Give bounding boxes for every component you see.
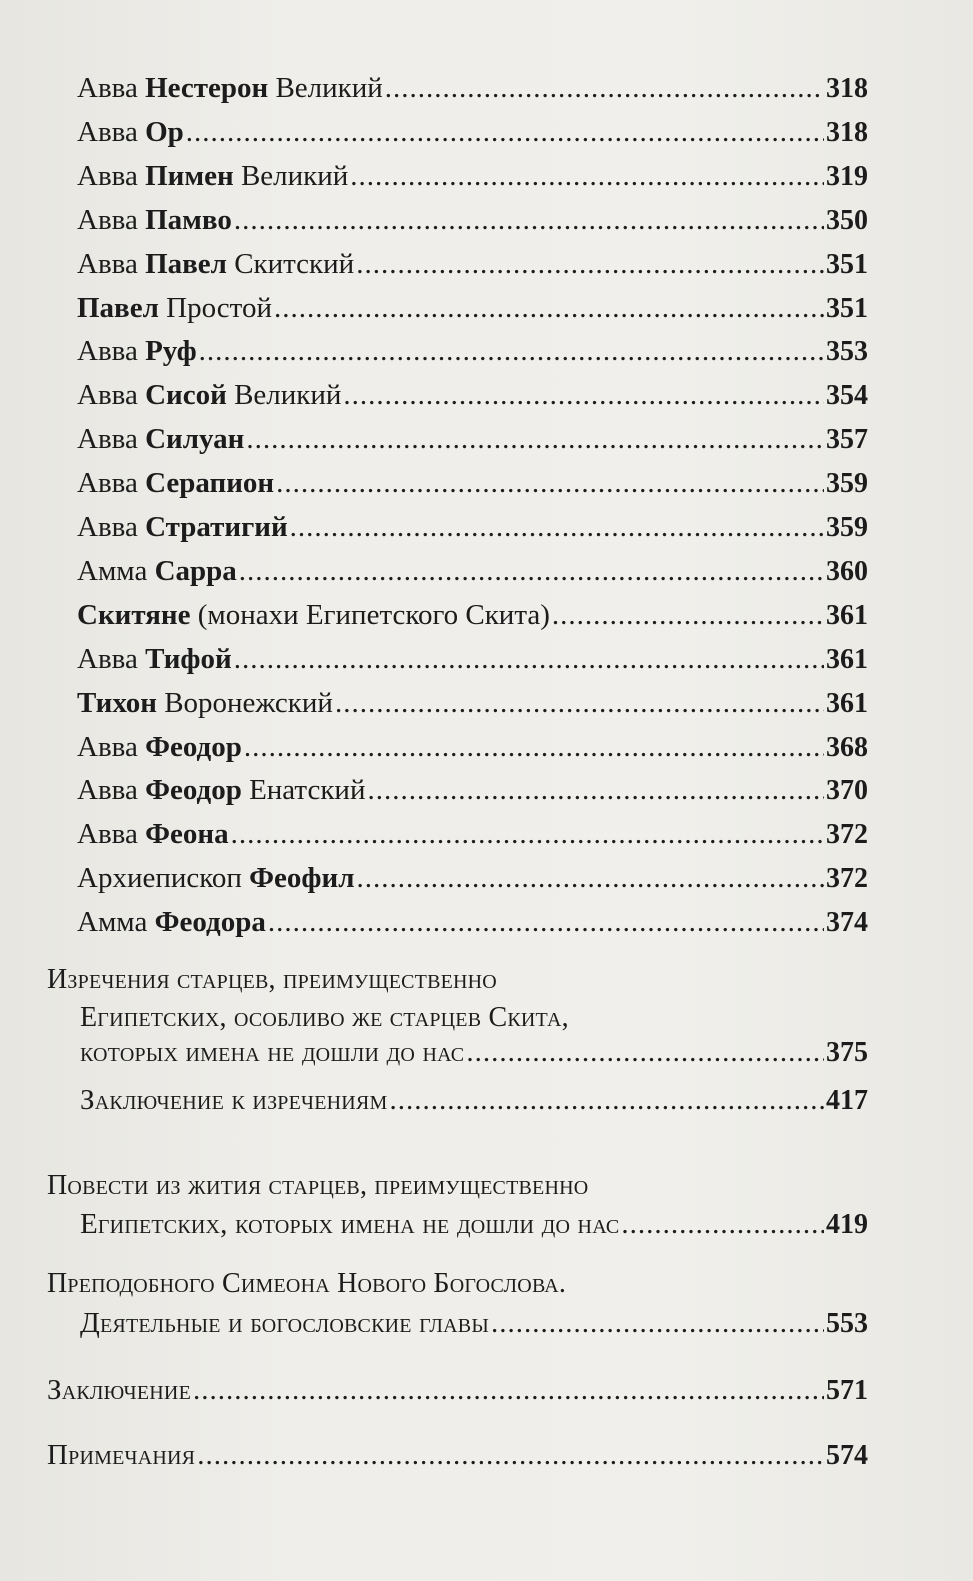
- entry-label: [77, 469, 274, 498]
- sayings-title-line3: которых имена не дошли до нас: [80, 1036, 465, 1068]
- conclusion-title: Заключение: [47, 1374, 191, 1406]
- entry-title-prefix: Архиепископ: [77, 862, 250, 894]
- entry-label: [77, 733, 242, 762]
- dot-leader: [193, 1376, 824, 1405]
- entry-label: [77, 294, 272, 323]
- page-number: 359: [826, 512, 868, 543]
- toc-entry[interactable]: [77, 294, 868, 323]
- toc-entry[interactable]: [77, 513, 868, 542]
- entry-name: Стратигий: [145, 511, 288, 543]
- page-number: 351: [826, 293, 868, 324]
- toc-entry[interactable]: [77, 820, 868, 849]
- toc-entry[interactable]: [77, 206, 868, 235]
- page-number: 574: [826, 1440, 868, 1471]
- toc-entry[interactable]: [77, 557, 868, 586]
- entry-name: Сарра: [154, 555, 237, 587]
- entry-label: [77, 820, 229, 849]
- entry-title-suffix: Енатский: [241, 774, 366, 806]
- entry-label: [77, 337, 197, 366]
- toc-entry[interactable]: [77, 733, 868, 762]
- page-number: 360: [826, 556, 868, 587]
- simeon-title-line1: Преподобного Симеона Нового Богослова.: [47, 1268, 567, 1299]
- toc-entry[interactable]: [77, 469, 868, 498]
- dot-leader: [276, 469, 824, 498]
- entry-label: [77, 908, 266, 937]
- entry-name: Сисой: [145, 379, 227, 411]
- toc-entry[interactable]: [77, 908, 868, 937]
- entry-title-suffix: Великий: [226, 379, 342, 411]
- page-number: 368: [826, 732, 868, 763]
- page-number: 370: [826, 775, 868, 806]
- entry-label: [77, 74, 383, 103]
- entry-name: Серапион: [145, 467, 275, 499]
- toc-entry[interactable]: [77, 74, 868, 103]
- entry-name: Феодора: [154, 906, 266, 938]
- toc-entry[interactable]: [77, 250, 868, 279]
- entry-label: [77, 118, 184, 147]
- dot-leader: [356, 250, 824, 279]
- entry-name: Силуан: [145, 423, 245, 455]
- sayings-title-line1: Изречения старцев, преимущественно: [47, 964, 497, 995]
- dot-leader: [290, 513, 824, 542]
- toc-entry[interactable]: [77, 425, 868, 454]
- entry-label: [77, 250, 354, 279]
- entry-label: [77, 689, 333, 718]
- page-number: 318: [826, 73, 868, 104]
- entry-title-prefix: Авва: [77, 731, 146, 763]
- entry-name: Феодор: [145, 774, 242, 806]
- dot-leader: [199, 337, 824, 366]
- entry-name: Нестерон: [145, 72, 269, 104]
- entry-label: [77, 776, 365, 805]
- toc-entry[interactable]: [77, 864, 868, 893]
- dot-leader: [234, 645, 824, 674]
- page-number: 553: [826, 1308, 868, 1339]
- entry-name: Феона: [145, 818, 229, 850]
- entry-name: Пимен: [145, 160, 234, 192]
- dot-leader: [367, 776, 824, 805]
- entry-title-prefix: Авва: [77, 379, 146, 411]
- dot-leader: [343, 381, 824, 410]
- toc-entry-sayings[interactable]: [80, 1038, 868, 1067]
- dot-leader: [335, 689, 824, 718]
- dot-leader: [246, 425, 824, 454]
- entry-title-prefix: Амма: [77, 906, 155, 938]
- page-number: 318: [826, 117, 868, 148]
- entry-label: [77, 162, 348, 191]
- entry-title-prefix: Авва: [77, 72, 146, 104]
- entry-name: Тихон: [77, 687, 157, 719]
- dot-leader: [350, 162, 824, 191]
- toc-entry[interactable]: [77, 601, 868, 630]
- page-number: 571: [826, 1375, 868, 1406]
- notes-title: Примечания: [47, 1439, 196, 1471]
- entry-label: [77, 601, 550, 630]
- entry-name: Павел: [145, 248, 227, 280]
- toc-entry[interactable]: [77, 381, 868, 410]
- entry-title-prefix: Авва: [77, 774, 146, 806]
- toc-entry[interactable]: [77, 118, 868, 147]
- dot-leader: [385, 74, 824, 103]
- page-number: 372: [826, 863, 868, 894]
- toc-entry-simeon[interactable]: [80, 1309, 868, 1338]
- page-number: 374: [826, 907, 868, 938]
- toc-entry[interactable]: [77, 776, 868, 805]
- entry-name: Феодор: [145, 731, 242, 763]
- page-number: 359: [826, 468, 868, 499]
- page-number: 361: [826, 688, 868, 719]
- conclusion-sayings-title: Заключение к изречениям: [80, 1084, 388, 1116]
- toc-entry-conclusion-sayings[interactable]: [80, 1086, 868, 1115]
- dot-leader: [231, 820, 824, 849]
- page-number: 357: [826, 424, 868, 455]
- dot-leader: [466, 1038, 824, 1067]
- tales-title-line1: Повести из жития старцев, преимущественно: [47, 1170, 589, 1201]
- entry-title-prefix: Авва: [77, 204, 146, 236]
- dot-leader: [356, 864, 824, 893]
- page-number: 375: [826, 1037, 868, 1068]
- tales-title-line2: Египетских, которых имена не дошли до нас: [80, 1208, 620, 1240]
- entry-name: Скитяне: [77, 599, 191, 631]
- entry-title-prefix: Авва: [77, 116, 146, 148]
- toc-entry[interactable]: [77, 337, 868, 366]
- page-number: 351: [826, 249, 868, 280]
- entry-label: [77, 425, 244, 454]
- dot-leader: [239, 557, 824, 586]
- page-number: 372: [826, 819, 868, 850]
- entry-title-prefix: Авва: [77, 467, 146, 499]
- page-number: 319: [826, 161, 868, 192]
- entry-name: Тифой: [145, 643, 232, 675]
- entry-title-suffix: (монахи Египетского Скита): [190, 599, 550, 631]
- entry-name: Ор: [145, 116, 184, 148]
- entry-title-prefix: Амма: [77, 555, 155, 587]
- entry-title-prefix: Авва: [77, 818, 146, 850]
- toc-entry[interactable]: [77, 645, 868, 674]
- dot-leader: [197, 1441, 824, 1470]
- entry-name: Руф: [145, 335, 197, 367]
- entry-title-suffix: Простой: [158, 292, 272, 324]
- entry-title-suffix: Великий: [268, 72, 383, 104]
- dot-leader: [234, 206, 824, 235]
- dot-leader: [274, 294, 824, 323]
- dot-leader: [552, 601, 824, 630]
- entry-label: [77, 381, 341, 410]
- entry-name: Феофил: [249, 862, 355, 894]
- entry-name: Памво: [145, 204, 232, 236]
- page-number: 419: [826, 1209, 868, 1240]
- dot-leader: [389, 1086, 824, 1115]
- toc-entry[interactable]: [77, 162, 868, 191]
- entry-title-prefix: Авва: [77, 248, 146, 280]
- entry-title-suffix: Великий: [233, 160, 349, 192]
- page-number: 350: [826, 205, 868, 236]
- toc-entry-conclusion[interactable]: [47, 1376, 868, 1405]
- entry-label: [77, 864, 354, 893]
- simeon-title-line2: Деятельные и богословские главы: [80, 1307, 489, 1339]
- entry-name: Павел: [77, 292, 159, 324]
- entry-label: [77, 206, 232, 235]
- entry-title-prefix: Авва: [77, 511, 146, 543]
- page-number: 361: [826, 600, 868, 631]
- entry-label: [77, 513, 288, 542]
- entry-title-prefix: Авва: [77, 643, 146, 675]
- page-number: 353: [826, 336, 868, 367]
- entry-label: [77, 645, 232, 674]
- sayings-title-line2: Египетских, особливо же старцев Скита,: [80, 1002, 569, 1033]
- dot-leader: [244, 733, 824, 762]
- page-number: 354: [826, 380, 868, 411]
- entry-label: [77, 557, 237, 586]
- entry-title-prefix: Авва: [77, 160, 146, 192]
- toc-entry[interactable]: [77, 689, 868, 718]
- dot-leader: [186, 118, 824, 147]
- entry-title-suffix: Скитский: [226, 248, 355, 280]
- page-number: 361: [826, 644, 868, 675]
- entry-title-prefix: Авва: [77, 423, 146, 455]
- dot-leader: [491, 1309, 824, 1338]
- toc-entry-notes[interactable]: [47, 1441, 868, 1470]
- dot-leader: [268, 908, 824, 937]
- entry-title-suffix: Воронежский: [156, 687, 333, 719]
- entry-title-prefix: Авва: [77, 335, 146, 367]
- toc-entry-tales[interactable]: [80, 1210, 868, 1239]
- dot-leader: [621, 1210, 824, 1239]
- page-number: 417: [826, 1085, 868, 1116]
